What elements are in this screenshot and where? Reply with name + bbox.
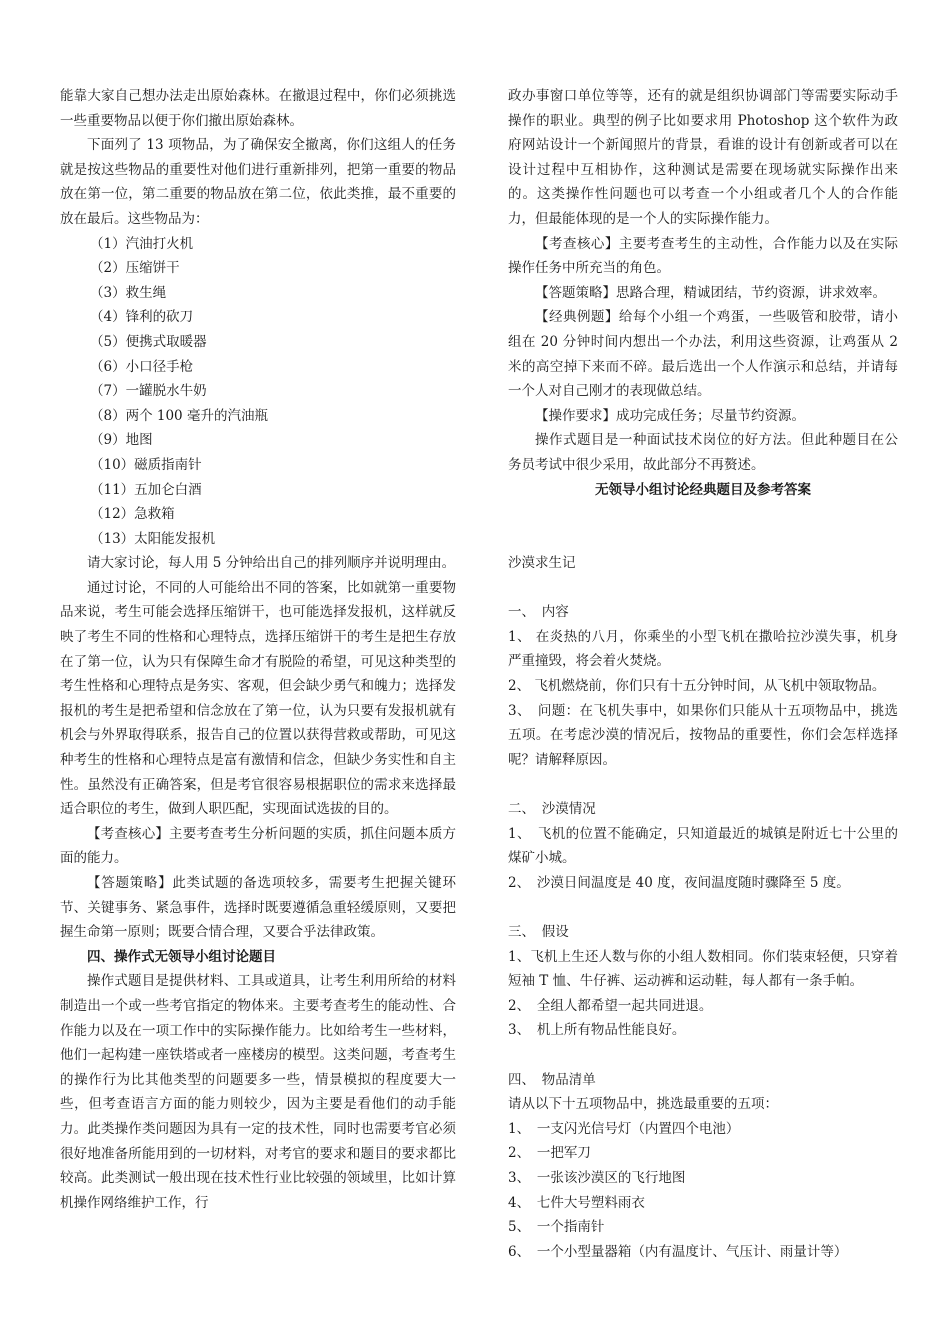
paragraph-strategy: 【答题策略】思路合理，精诚团结，节约资源，讲求效率。: [535, 284, 886, 301]
list-item: （7）一罐脱水牛奶: [90, 383, 207, 400]
list-item: （10）磁质指南针: [90, 456, 202, 473]
list-item: （3）救生绳: [90, 284, 167, 301]
paragraph-continued: 政办事窗口单位等等，还有的就是组织协调部门等需要实际动手操作的职业。典型的例子比如要求用 Photoshop 这个软件为政府网站设计一个新闻照片的背景，看谁的设计有创新或者可以在设计过程中互相协作，这种测试是需要在现场就实际操作出来的。这类操作性问题也可以考查一个小组或者几个人的合作能力，但最能体现的是一个人的实际操作能力。: [508, 88, 898, 227]
paragraph-intro-end: 能靠大家自己想办法走出原始森林。在撤退过程中，你们必须挑选一些重要物品以便于你们撤出原始森林。: [60, 88, 456, 129]
section-heading-operation: 四、操作式无领导小组讨论题目: [87, 948, 276, 965]
paragraph-summary: 操作式题目是一种面试技术岗位的好方法。但此种题目在公务员考试中很少采用，故此部分不再赘述。: [508, 432, 898, 473]
paragraph-requirement: 【操作要求】成功完成任务；尽量节约资源。: [535, 407, 805, 424]
spacer: [508, 576, 898, 601]
right-column: [508, 84, 898, 1264]
left-column: [60, 84, 456, 1215]
list-item: 1、 飞机的位置不能确定，只知道最近的城镇是附近七十公里的煤矿小城。: [508, 825, 898, 867]
list-item: 1、 在炎热的八月，你乘坐的小型飞机在撒哈拉沙漠失事，机身严重撞毁，将会着火焚烧。: [508, 628, 898, 670]
list-item: 2、 全组人都希望一起共同进退。: [508, 997, 713, 1014]
list-intro: 请从以下十五项物品中，挑选最重要的五项：: [508, 1096, 778, 1113]
paragraph-operation: 操作式题目是提供材料、工具或道具，让考生利用所给的材料制造出一个或一些考官指定的物体来。主要考查考生的能动性、合作能力以及在一项工作中的实际操作能力。比如给考生一些材料，他们一起构建一座铁塔或者一座楼房的模型。这类问题，考查考生的操作行为比其他类型的问题要多一些，情景模拟的程度要大一些，但考查语言方面的能力则较少，因为主要是看他们的动手能力。此类操作类问题因为具有一定的技术性，同时也需要考官必须很好地准备所能用到的一切材料，对考官的要求和题目的要求都比较高。此类测试一般出现在技术性行业比较强的领域里，比如计算机操作网络维护工作，行: [60, 973, 456, 1211]
list-item: （5）便携式取暖器: [90, 333, 207, 350]
list-item: 4、 七件大号塑料雨衣: [508, 1194, 645, 1211]
list-item: 1、 一支闪光信号灯（内置四个电池）: [508, 1120, 740, 1137]
section-heading: 二、 沙漠情况: [508, 801, 596, 818]
list-item: 3、 问题：在飞机失事中，如果你们只能从十五项物品中，挑选五项。在考虑沙漠的情况后，按物品的重要性，你们会怎样选择呢？请解释原因。: [508, 702, 898, 768]
list-item: （4）锋利的砍刀: [90, 309, 194, 326]
spacer: [508, 772, 898, 797]
spacer: [508, 1043, 898, 1068]
list-item: （9）地图: [90, 432, 153, 449]
paragraph-discuss: 请大家讨论，每人用 5 分钟给出自己的排列顺序并说明理由。: [87, 555, 456, 572]
paragraph-core: 【考查核心】主要考查考生的主动性，合作能力以及在实际操作任务中所充当的角色。: [508, 235, 898, 277]
list-item: 1、飞机上生还人数与你的小组人数相同。你们装束轻便，只穿着短袖 T 恤、牛仔裤、运动裤和运动鞋，每人都有一条手帕。: [508, 948, 898, 990]
list-item: 2、 飞机燃烧前，你们只有十五分钟时间，从飞机中领取物品。: [508, 678, 886, 695]
paragraph-list-intro: 下面列了 13 项物品，为了确保安全撤离，你们这组人的任务就是按这些物品的重要性对他们进行重新排列，把第一重要的物品放在第一位，第二重要的物品放在第二位，依此类推，最不重要的放在最后。这些物品为：: [60, 137, 456, 227]
case-title: 沙漠求生记: [508, 555, 576, 572]
list-item: 5、 一个指南针: [508, 1219, 605, 1236]
section-heading: 三、 假设: [508, 924, 569, 940]
paragraph-analysis: 通过讨论，不同的人可能给出不同的答案，比如就第一重要物品来说，考生可能会选择压缩饼干，也可能选择发报机，这样就反映了考生不同的性格和心理特点，选择压缩饼干的考生是把生存放在了第一位，认为只有保障生命才有脱险的希望，可见这种类型的考生性格和心理特点是务实、客观，但会缺少勇气和魄力；选择发报机的考生是把希望和信念放在了第一位，认为只要有发报机就有机会与外界取得联系，报告自己的位置以获得营救或帮助，可见这种考生的性格和心理特点是富有激情和信念，但缺少务实性和自主性。虽然没有正确答案，但是考官很容易根据职位的需求来选择最适合职位的考生，做到人职匹配，实现面试选拔的目的。: [60, 579, 456, 818]
list-item: （12）急救箱: [90, 506, 175, 523]
list-item: 2、 一把军刀: [508, 1145, 591, 1162]
list-item: （2）压缩饼干: [90, 260, 180, 277]
section-heading: 一、 内容: [508, 604, 569, 621]
spacer: [508, 895, 898, 920]
list-item: （11）五加仑白酒: [90, 481, 202, 498]
list-item: （8）两个 100 毫升的汽油瓶: [90, 407, 268, 424]
list-item: 2、 沙漠日间温度是 40 度，夜间温度随时骤降至 5 度。: [508, 874, 850, 891]
paragraph-strategy: 【答题策略】此类试题的备选项较多，需要考生把握关键环节、关键事务、紧急事件，选择时既要遵循急重轻缓原则，又要把握生命第一原则；既要合情合理，又要合乎法律政策。: [60, 875, 456, 941]
list-item: （13）太阳能发报机: [90, 530, 216, 547]
document-title: 无领导小组讨论经典题目及参考答案: [595, 481, 811, 498]
section-heading: 四、 物品清单: [508, 1071, 596, 1088]
list-item: 3、 机上所有物品性能良好。: [508, 1022, 686, 1039]
list-item: （6）小口径手枪: [90, 358, 194, 375]
paragraph-example: 【经典例题】给每个小组一个鸡蛋，一些吸管和胶带，请小组在 20 分钟时间内想出一个办法，利用这些资源，让鸡蛋从 2 米的高空掉下来而不碎。最后选出一个人作演示和总结，并请每一个人对自己刚才的表现做总结。: [508, 309, 898, 400]
spacer: [508, 502, 898, 551]
paragraph-core: 【考查核心】主要考查考生分析问题的实质，抓住问题本质方面的能力。: [60, 825, 456, 867]
list-item: 6、 一个小型量器箱（内有温度计、气压计、雨量计等）: [508, 1243, 848, 1260]
list-item: 3、 一张该沙漠区的飞行地图: [508, 1169, 686, 1186]
list-item: （1）汽油打火机: [90, 235, 194, 252]
